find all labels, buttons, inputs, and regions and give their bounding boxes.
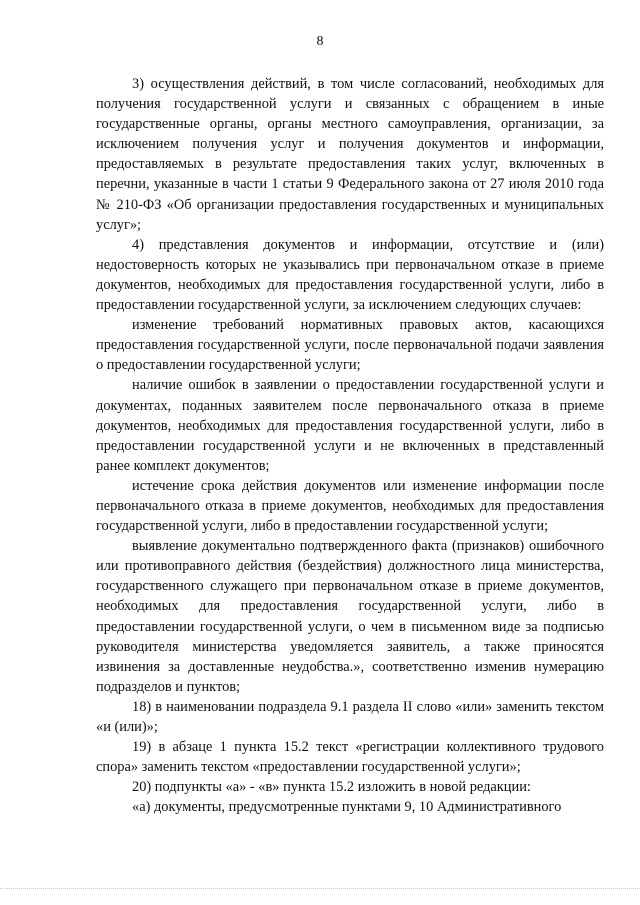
paragraph-item-3: 3) осуществления действий, в том числе согласований, необходимых для получения государственной услуги и связанных с обращением в иные государственные органы, органы местного самоуправления, организации, за исключением получения услуг и получения документов и информации, предоставляемых в результате предоставления таких услуг, включенных в перечни, указанные в части 1 статьи 9 Федерального закона от 27 июля 2010 года № 210-ФЗ «Об организации предоставления государственных и муниципальных услуг»; [96,76,604,233]
paragraph-exception-4: выявление документально подтвержденного факта (признаков) ошибочного или противоправного действия (бездействия) должностного лица министерства, государственного служащего при первоначальном отказе в приеме документов, необходимых для предоставления государственной услуги, либо в предоставлении государственной услуги, о чем в письменном виде за подписью руководителя министерства уведомляется заявитель, а также приносятся извинения за доставленные неудобства.», соответственно изменив нумерацию подразделов и пунктов; [96,538,604,695]
paragraph-item-4: 4) представления документов и информации, отсутствие и (или) недостоверность которых не указывались при первоначальном отказе в приеме документов, необходимых для предоставления государственной услуги, либо в предоставлении государственной услуги, за исключением следующих случаев: [96,236,604,314]
paragraph-item-18: 18) в наименовании подраздела 9.1 раздела II слово «или» заменить текстом «и (или)»; [96,698,604,735]
paragraph-subitem-a: «а) документы, предусмотренные пунктами 9, 10 Административного [132,799,562,816]
paragraph-exception-3: истечение срока действия документов или изменение информации после первоначального отказа в приеме документов, необходимых для предоставления государственной услуги, либо в предоставлении государственной услуги; [96,477,604,535]
page-number: 8 [316,34,324,49]
scan-edge-divider [0,888,640,895]
paragraph-exception-1: изменение требований нормативных правовых актов, касающихся предоставления государственной услуги, после первоначальной подачи заявления о предоставлении государственной услуги; [96,317,604,374]
document-body [96,74,604,817]
paragraph-item-19: 19) в абзаце 1 пункта 15.2 текст «регистрации коллективного трудового спора» заменить текстом «предоставлении государственной услуги»; [96,739,604,776]
paragraph-item-20: 20) подпункты «а» - «в» пункта 15.2 изложить в новой редакции: [132,779,531,796]
paragraph-exception-2: наличие ошибок в заявлении о предоставлении государственной услуги и документах, поданных заявителем после первоначального отказа в приеме документов, необходимых для предоставления государственной услуги, либо в предоставлении государственной услуги и не включенных в представленный ранее комплект документов; [96,377,604,474]
